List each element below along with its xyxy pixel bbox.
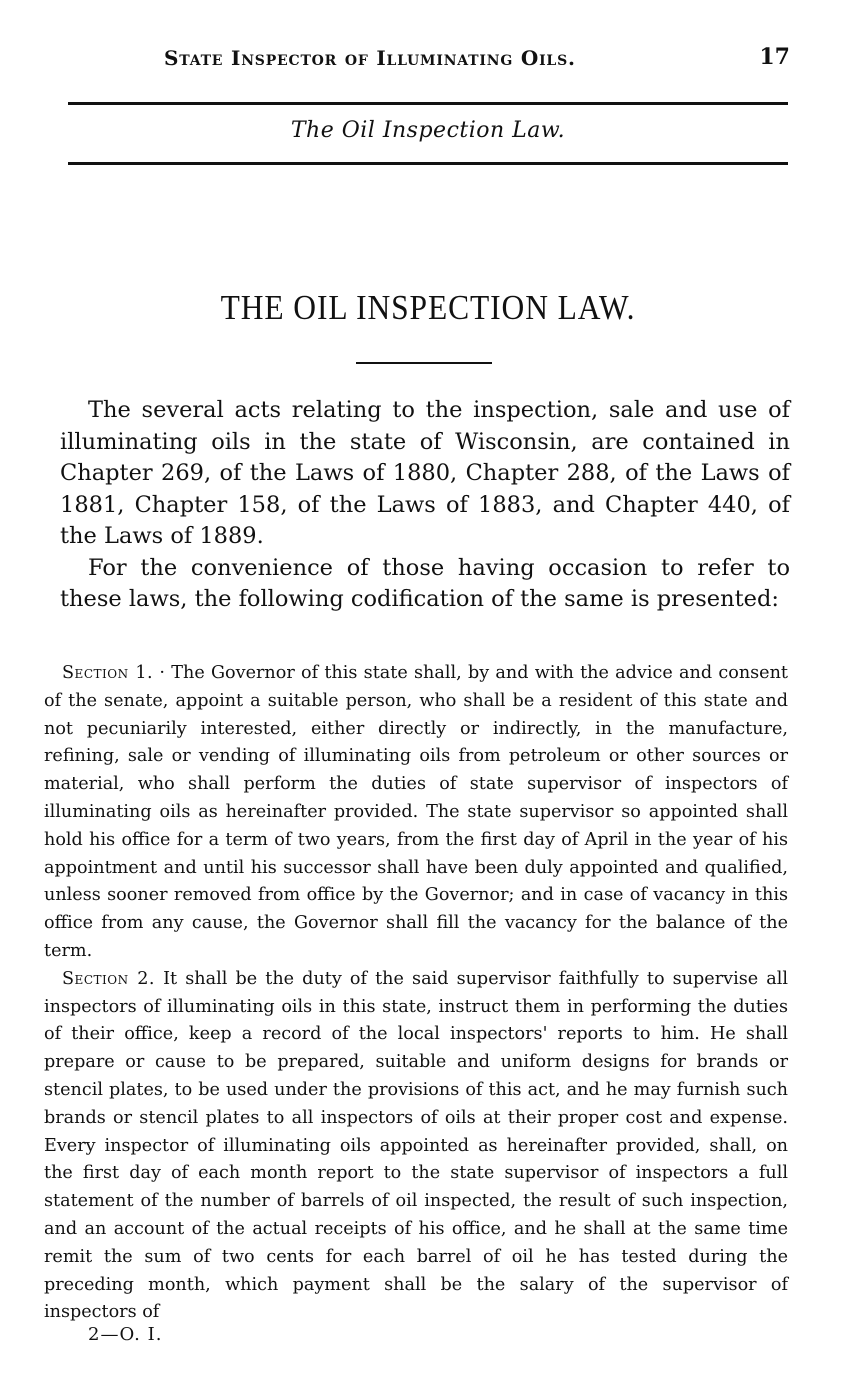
running-header [68,44,790,74]
section-text: It shall be the duty of the said supervisor faithfully to supervise all inspectors of illuminating oils in this state, instruct them in performing the duties of their office, keep a record of the local inspectors' reports to him. He shall prepare or cause to be prepared, suitable and uniform designs for brands or stencil plates, to be used under the provisions of this act, and he may furnish such brands or stencil plates to all inspectors of oils at their proper cost and expense. Every inspector of illuminating oils appointed as hereinafter provided, shall, on the first day of each month report to the state supervisor of inspectors a full statement of the number of barrels of oil inspected, the result of such inspection, and an account of the actual receipts of his office, and he shall at the same time remit the sum of two cents for each barrel of oil he has tested during the preceding month, which payment shall be the salary of the supervisor of inspectors of [44,968,788,1323]
section-text: The Governor of this state shall, by and with the advice and consent of the senate, appoint a suitable person, who shall be a resident of this state and not pecuniarily interested, either directly or indirectly, in the manufacture, refining, sale or vending of illuminating oils from petroleum or other sources or material, who shall perform the duties of state supervisor of inspectors of illuminating oils as hereinafter provided. The state supervisor so appointed shall hold his office for a term of two years, from the first day of April in the year of his appointment and until his successor shall have been duly appointed and qualified, unless sooner removed from office by the Governor; and in case of vacancy in this office from any cause, the Governor shall fill the vacancy for the balance of the term. [44,663,788,961]
section-subheading: The Oil Inspection Law. [290,118,566,143]
law-section-1: Section 1. · The Governor of this state shall, by and with the advice and consent of the senate, appoint a suitable person, who shall be a resident of this state and not pecuniarily interested, either directly or indirectly, in the manufacture, refining, sale or vending of illuminating oils from petroleum or other sources or material, who shall perform the duties of state supervisor of inspectors of illuminating oils as hereinafter provided. The state supervisor so appointed shall hold his office for a term of two years, from the first day of April in the year of his appointment and until his successor shall have been duly appointed and qualified, unless sooner removed from office by the Governor; and in case of vacancy in this office from any cause, the Governor shall fill the vacancy for the balance of the term. [44,663,788,961]
running-title: State Inspector of Illuminating Oils. [164,46,576,70]
header-rule-top [68,102,788,105]
law-sections [44,660,788,1327]
intro-paragraph: The several acts relating to the inspection, sale and use of illuminating oils in the state of Wisconsin, are contained in Chapter 269, of the Laws of 1880, Chapter 288, of the Laws of 1881, Chapter 158, of the Laws of 1883, and Chapter 440, of the Laws of 1889. [60,397,790,549]
page-number: 17 [759,44,790,70]
introduction [60,395,790,616]
title-divider [356,362,492,364]
section-label: Section 1. [62,663,154,683]
header-rule-bottom [68,162,788,165]
section-label: Section 2. [62,968,155,989]
signature-mark: 2—O. I. [88,1324,163,1345]
law-section-2 [44,966,788,1327]
chapter-title: THE OIL INSPECTION LAW. [220,288,636,327]
intro-paragraph: For the convenience of those having occasion to refer to these laws, the following codification of the same is presented: [60,554,790,612]
